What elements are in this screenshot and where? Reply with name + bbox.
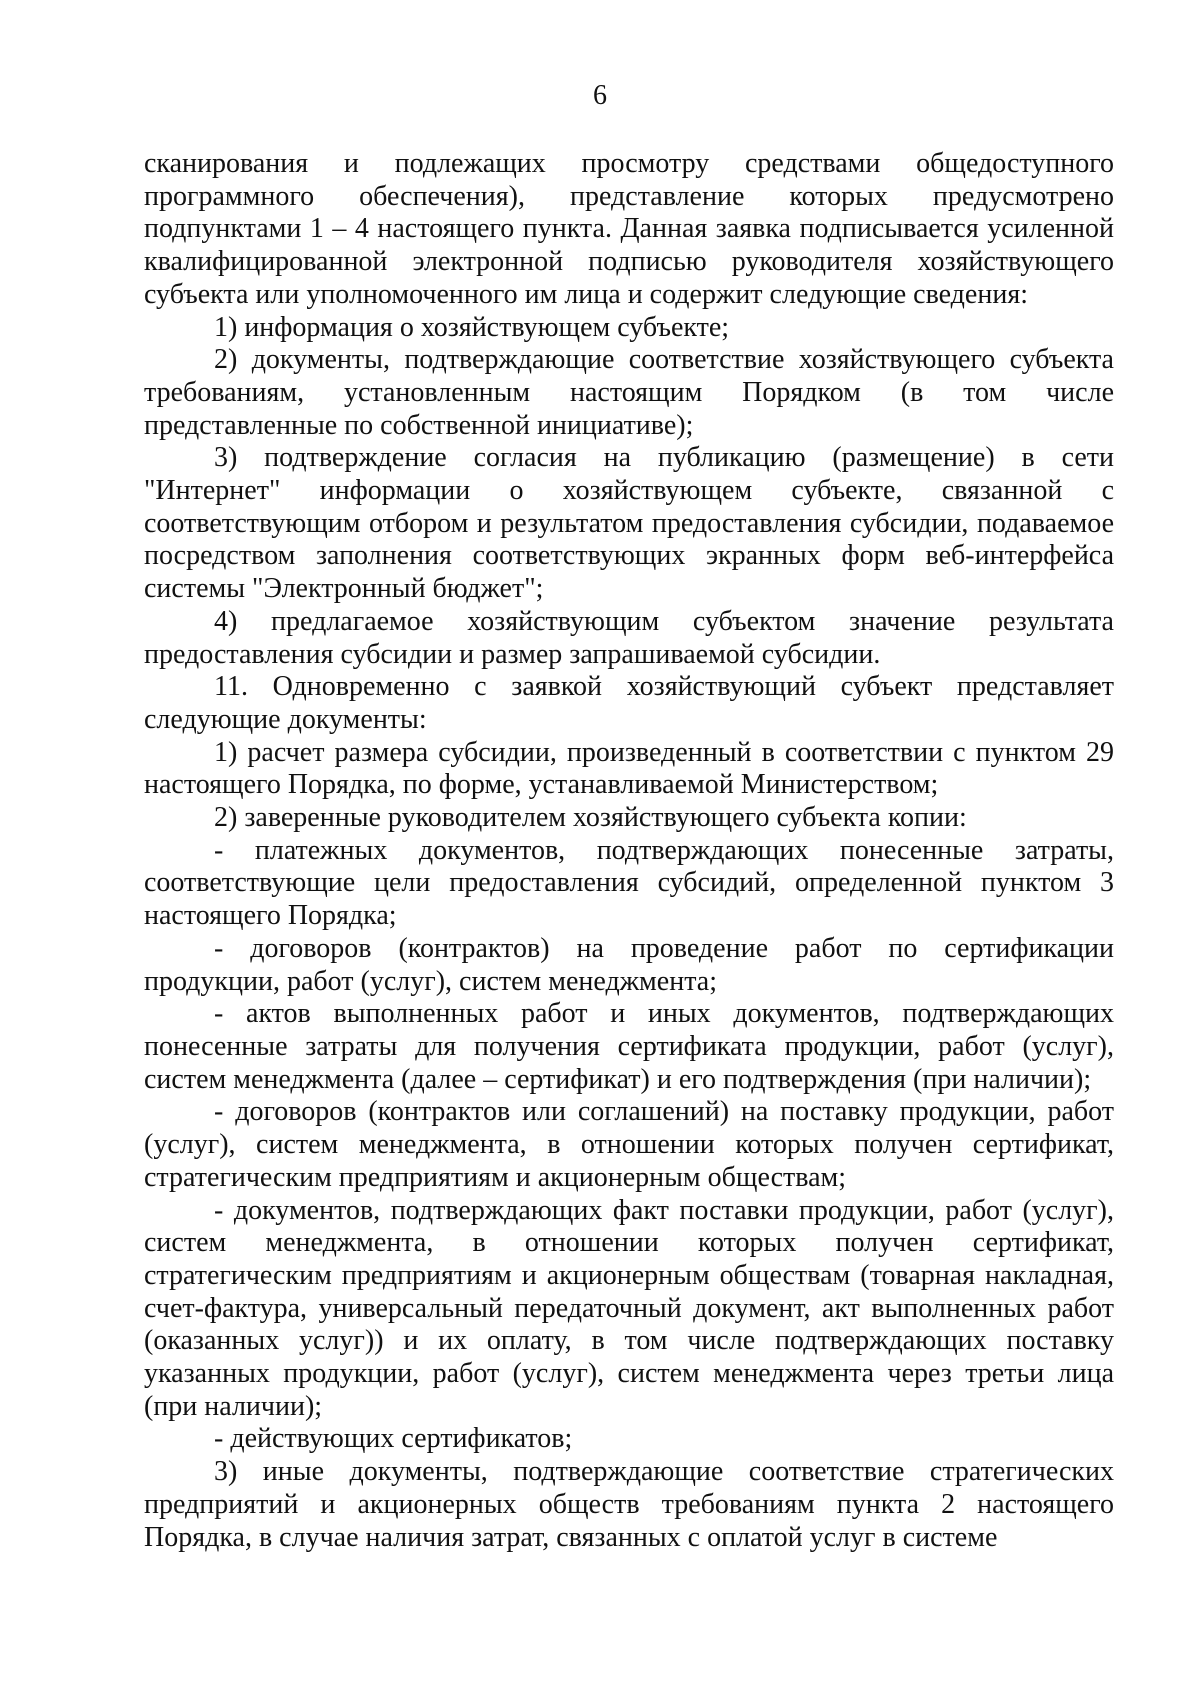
paragraph: - договоров (контрактов) на проведение работ по сертификации продукции, работ (услуг), систем менеджмента;: [144, 932, 1114, 997]
paragraph: 1) расчет размера субсидии, произведенный в соответствии с пунктом 29 настоящего Порядка, по форме, устанавливаемой Министерством;: [144, 736, 1114, 801]
page-number: 6: [593, 80, 607, 111]
paragraph: 2) заверенные руководителем хозяйствующего субъекта копии:: [214, 802, 967, 834]
paragraph: 3) иные документы, подтверждающие соответствие стратегических предприятий и акционерных обществ требованиям пункта 2 настоящего Порядка, в случае наличия затрат, связанных с оплатой услуг в системе: [144, 1456, 1114, 1553]
paragraph: - документов, подтверждающих факт поставки продукции, работ (услуг), систем менеджмента, в отношении которых получен сертификат, стратегическим предприятиям и акционерным обществам (товарная накладная, счет-фактура, универсальный передаточный документ, акт выполненных работ (оказанных услуг)) и их оплату, в том числе подтверждающих поставку указанных продукции, работ (услуг), систем менеджмента через третьи лица (при наличии);: [144, 1194, 1114, 1422]
paragraph: 11. Одновременно с заявкой хозяйствующий субъект представляет следующие документы:: [144, 671, 1114, 735]
document-body: [144, 148, 1114, 1554]
paragraph: - договоров (контрактов или соглашений) на поставку продукции, работ (услуг), систем менеджмента, в отношении которых получен сертификат, стратегическим предприятиям и акционерным обществам;: [144, 1096, 1114, 1193]
paragraph: 2) документы, подтверждающие соответствие хозяйствующего субъекта требованиям, установленным настоящим Порядком (в том числе представленные по собственной инициативе);: [144, 344, 1114, 441]
paragraph: - платежных документов, подтверждающих понесенные затраты, соответствующие цели предоставления субсидий, определенной пунктом 3 настоящего Порядка;: [144, 834, 1114, 932]
paragraph: 3) подтверждение согласия на публикацию (размещение) в сети "Интернет" информации о хозяйствующем субъекте, связанной с соответствующим отбором и результатом предоставления субсидии, подаваемое посредством заполнения соответствующих экранных форм веб-интерфейса системы "Электронный бюджет";: [144, 442, 1114, 605]
paragraph: - действующих сертификатов;: [214, 1423, 573, 1455]
paragraph: сканирования и подлежащих просмотру средствами общедоступного программного обеспечения), представление которых предусмотрено подпунктами 1 – 4 настоящего пункта. Данная заявка подписывается усиленной квалифицированной электронной подписью руководителя хозяйствующего субъекта или уполномоченного им лица и содержит следующие сведения:: [144, 148, 1114, 310]
paragraph: 1) информация о хозяйствующем субъекте;: [214, 311, 730, 343]
paragraph: - актов выполненных работ и иных документов, подтверждающих понесенные затраты для получения сертификата продукции, работ (услуг), систем менеджмента (далее – сертификат) и его подтверждения (при наличии);: [144, 998, 1114, 1095]
paragraph: 4) предлагаемое хозяйствующим субъектом значение результата предоставления субсидии и размер запрашиваемой субсидии.: [144, 605, 1114, 670]
